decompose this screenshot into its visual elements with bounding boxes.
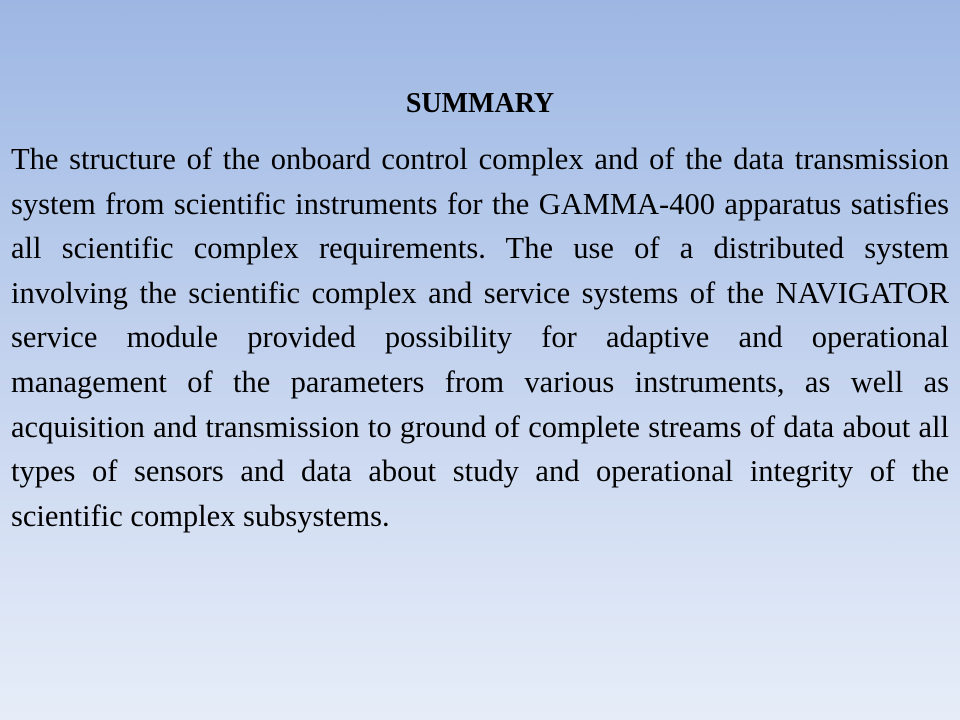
slide-title: SUMMARY bbox=[405, 88, 555, 119]
summary-paragraph: The structure of the onboard control complex and of the data transmission system from scientific instruments for the GAMMA-400 apparatus satisfies all scientific complex requirements. The use of a distributed system involving the scientific complex and service systems of the NAVIGATOR service module provided possibility for adaptive and operational management of the parameters from various instruments, as well as acquisition and transmission to ground of complete streams of data about all types of sensors and data about study and operational integrity of the scientific complex subsystems. bbox=[11, 142, 949, 533]
